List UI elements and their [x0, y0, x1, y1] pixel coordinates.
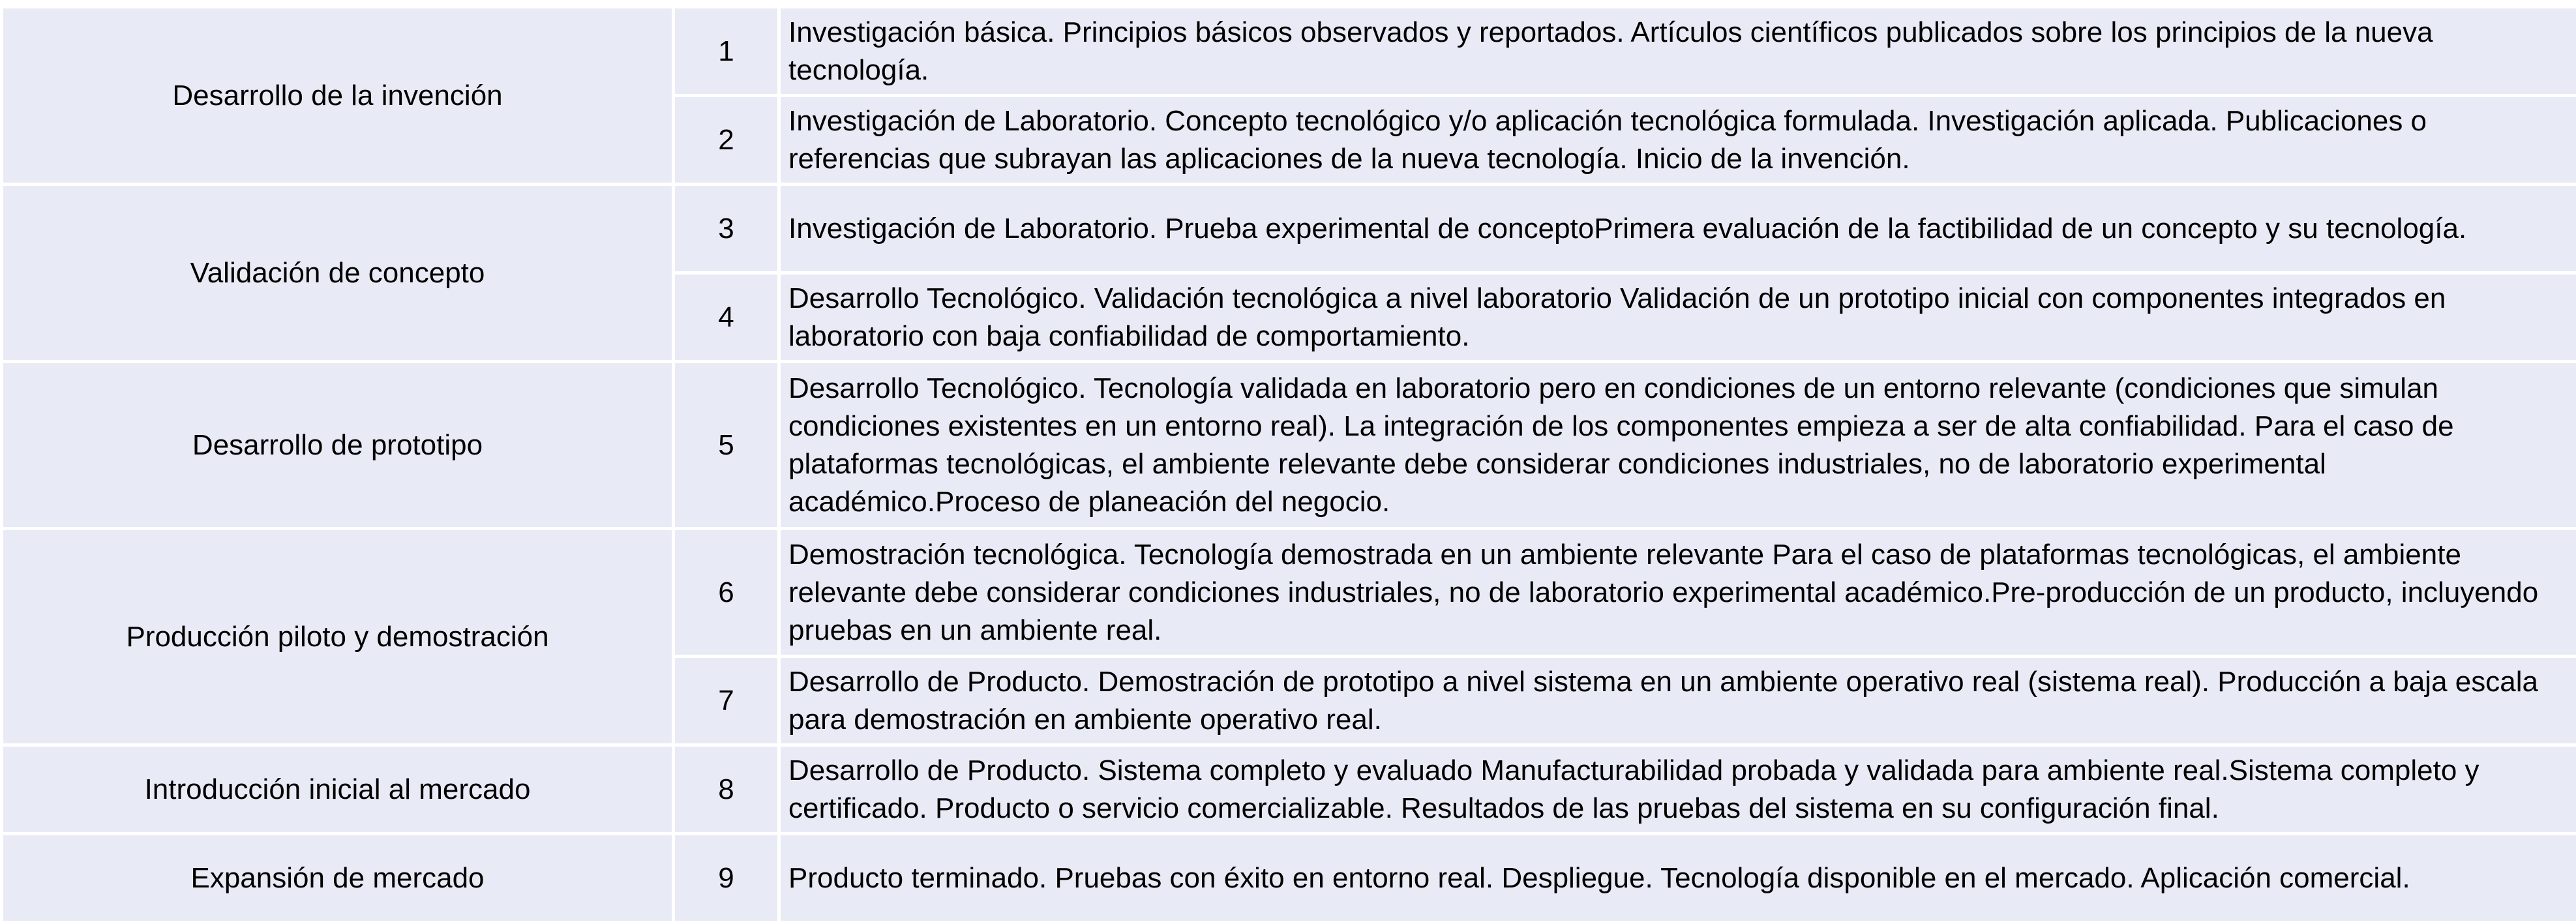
phase-cell: Introducción inicial al mercado: [2, 745, 674, 834]
level-cell: 9: [674, 834, 779, 923]
table-row: [2, 745, 2576, 834]
phase-cell: Desarrollo de la invención: [2, 7, 674, 185]
description-cell: Desarrollo de Producto. Demostración de prototipo a nivel sistema en un ambiente operativo real (sistema real). Producción a baja escala para demostración en ambiente operativo real.: [779, 657, 2576, 745]
description-cell: Desarrollo Tecnológico. Validación tecnológica a nivel laboratorio Validación de un prototipo inicial con componentes integrados en laboratorio con baja confiabilidad de comportamiento.: [779, 273, 2576, 362]
table-row: [2, 362, 2576, 529]
table-row: [2, 185, 2576, 273]
level-cell: 5: [674, 362, 779, 529]
table-row: [2, 529, 2576, 657]
level-cell: 1: [674, 7, 779, 96]
trl-table: [0, 5, 2576, 924]
phase-cell: Expansión de mercado: [2, 834, 674, 923]
level-cell: 2: [674, 96, 779, 185]
description-cell: Desarrollo Tecnológico. Tecnología validada en laboratorio pero en condiciones de un entorno relevante (condiciones que simulan condiciones existentes en un entorno real). La integración de los componentes empieza a ser de alta confiabilidad. Para el caso de plataformas tecnológicas, el ambiente relevante debe considerar condiciones industriales, no de laboratorio experimental académico.Proceso de planeación del negocio.: [779, 362, 2576, 529]
level-cell: 4: [674, 273, 779, 362]
table-row: [2, 834, 2576, 923]
phase-cell: Producción piloto y demostración: [2, 529, 674, 745]
level-cell: 3: [674, 185, 779, 273]
phase-cell: Desarrollo de prototipo: [2, 362, 674, 529]
level-cell: 6: [674, 529, 779, 657]
description-cell: Investigación de Laboratorio. Concepto tecnológico y/o aplicación tecnológica formulada. Investigación aplicada. Publicaciones o referencias que subrayan las aplicaciones de la nueva tecnología. Inicio de la invención.: [779, 96, 2576, 185]
level-cell: 8: [674, 745, 779, 834]
description-cell: Investigación de Laboratorio. Prueba experimental de conceptoPrimera evaluación de la factibilidad de un concepto y su tecnología.: [779, 185, 2576, 273]
description-cell: Desarrollo de Producto. Sistema completo y evaluado Manufacturabilidad probada y validada para ambiente real.Sistema completo y certificado. Producto o servicio comercializable. Resultados de las pruebas del sistema en su configuración final.: [779, 745, 2576, 834]
description-cell: Producto terminado. Pruebas con éxito en entorno real. Despliegue. Tecnología disponible en el mercado. Aplicación comercial.: [779, 834, 2576, 923]
description-cell: Investigación básica. Principios básicos observados y reportados. Artículos científicos publicados sobre los principios de la nueva tecnología.: [779, 7, 2576, 96]
phase-cell: Validación de concepto: [2, 185, 674, 362]
description-cell: Demostración tecnológica. Tecnología demostrada en un ambiente relevante Para el caso de plataformas tecnológicas, el ambiente relevante debe considerar condiciones industriales, no de laboratorio experimental académico.Pre-producción de un producto, incluyendo pruebas en un ambiente real.: [779, 529, 2576, 657]
table-row: [2, 7, 2576, 96]
level-cell: 7: [674, 657, 779, 745]
